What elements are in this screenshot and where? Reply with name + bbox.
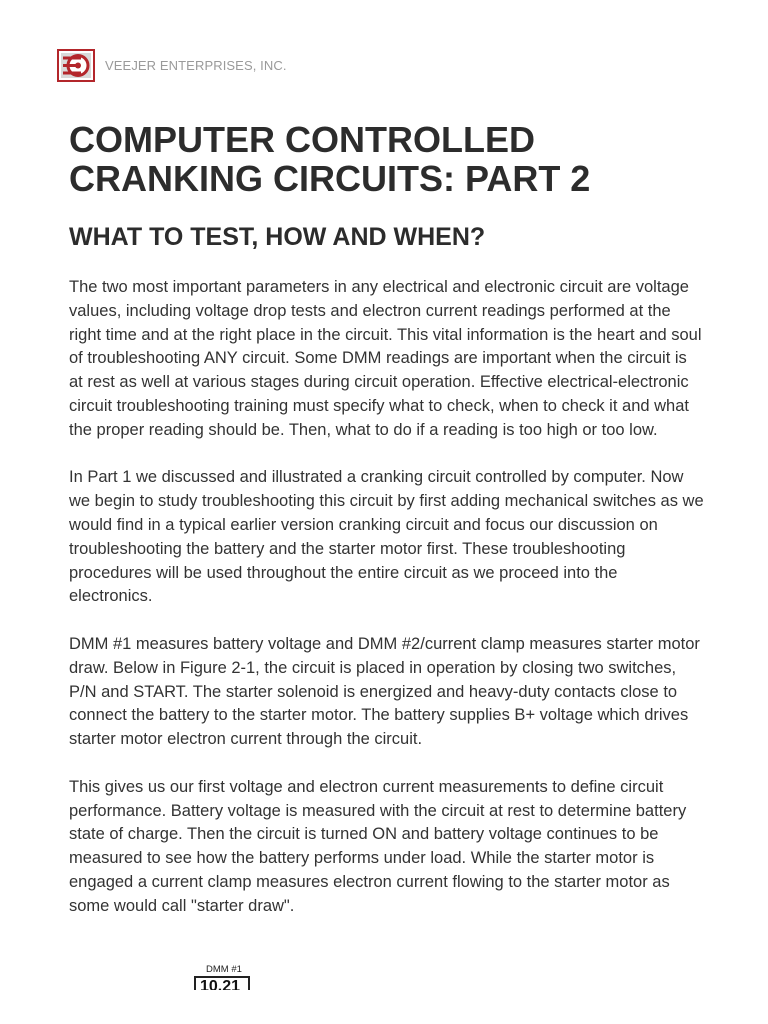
paragraph: DMM #1 measures battery voltage and DMM #2/current clamp measures starter motor draw. Below in Figure 2-1, the circuit is placed in operation by closing two switches, P/N and START. The starter solenoid is energized and heavy-duty contacts close to connect the battery to the starter motor. The battery supplies B+ voltage which drives starter motor electron current through the circuit. <box>69 634 700 749</box>
article-body <box>69 276 705 942</box>
paragraph: In Part 1 we discussed and illustrated a cranking circuit controlled by computer. Now we begin to study troubleshooting this circuit by first adding mechanical switches as we would find in a typical earlier version cranking circuit and focus our discussion on troubleshooting the battery and the starter motor first. These troubleshooting procedures will be used throughout the entire circuit as we proceed into the electronics. <box>69 468 704 606</box>
veejer-logo-icon <box>57 49 95 82</box>
page-title: COMPUTER CONTROLLED CRANKING CIRCUITS: PART 2 <box>69 119 591 199</box>
paragraph: The two most important parameters in any electrical and electronic circuit are voltage values, including voltage drop tests and electron current readings performed at the right time and at the right place in the circuit. This vital information is the heart and soul of troubleshooting ANY circuit. Some DMM readings are important when the circuit is at rest as well at various stages during circuit operation. Effective electrical-electronic circuit troubleshooting training must specify what to check, when to check it and what the proper reading should be. Then, what to do if a reading is too high or too low. <box>69 278 702 439</box>
dmm-reading: 10.21 <box>200 978 241 990</box>
brand-header <box>57 48 287 82</box>
dmm-label: DMM #1 <box>206 964 242 975</box>
paragraph: This gives us our first voltage and electron current measurements to define circuit performance. Battery voltage is measured with the circuit at rest to determine battery state of charge. Then the circuit is turned ON and battery voltage continues to be measured to see how the battery performs under load. While the starter motor is engaged a current clamp measures electron current flowing to the starter motor as some would call "starter draw". <box>69 777 687 915</box>
section-subtitle: WHAT TO TEST, HOW AND WHEN? <box>69 223 486 251</box>
company-name[interactable]: VEEJER ENTERPRISES, INC. <box>105 57 287 73</box>
figure-2-1-preview <box>190 960 270 990</box>
